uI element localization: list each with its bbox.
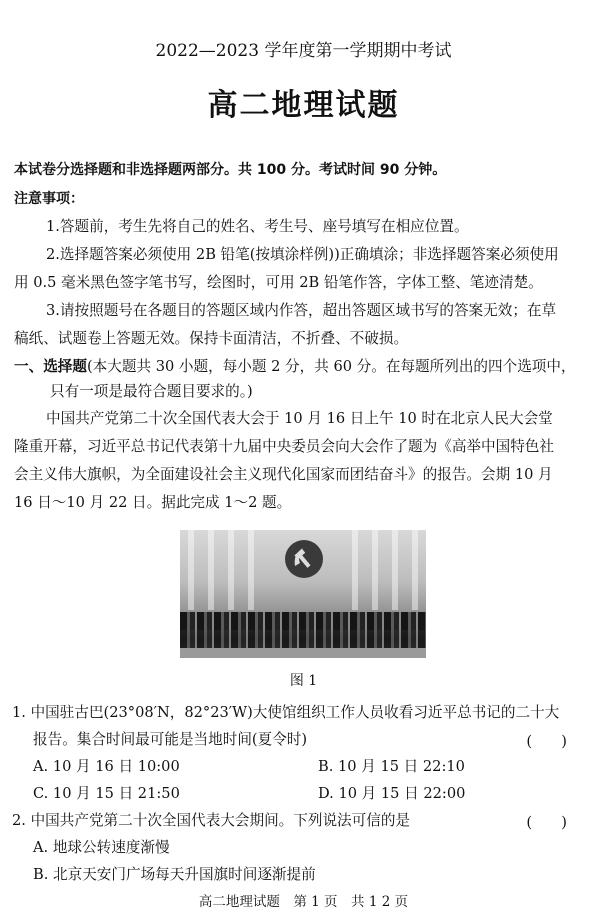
exam-title: 2022—2023 学年度第一学期期中考试 xyxy=(155,41,452,61)
question-1-option-d[interactable]: D. 10 月 15 日 22:00 xyxy=(318,785,466,802)
figure-caption: 图 1 xyxy=(289,673,318,689)
subject-title: 高二地理试题 xyxy=(207,88,400,123)
note-item-3: 3.请按照题号在各题目的答题区域内作答，超出答题区域书写的答案无效；在草 xyxy=(46,302,557,319)
note-item-2: 2.选择题答案必须使用 2B 铅笔(按填涂样例))正确填涂；非选择题答案必须使用 xyxy=(46,246,559,263)
intro-text: 本试卷分选择题和非选择题两部分。共 100 分。考试时间 90 分钟。 xyxy=(14,162,447,178)
question-1-option-b[interactable]: B. 10 月 15 日 22:10 xyxy=(318,758,465,775)
section1-heading xyxy=(14,357,593,377)
question-1-option-a[interactable]: A. 10 月 16 日 10:00 xyxy=(33,758,180,775)
question-1-option-c[interactable]: C. 10 月 15 日 21:50 xyxy=(33,785,180,802)
question-2-option-b[interactable]: B. 北京天安门广场每天升国旗时间逐渐提前 xyxy=(33,866,316,883)
passage-line-2: 隆重开幕，习近平总书记代表第十九届中央委员会向大会作了题为《高举中国特色社 xyxy=(14,438,554,455)
question-1-stem: 1. 中国驻古巴(23°08′N，82°23′W)大使馆组织工作人员收看习近平总书记的二十大 xyxy=(12,704,560,721)
passage-line-4: 16 日～10 月 22 日。据此完成 1～2 题。 xyxy=(14,494,292,511)
question-2-option-a[interactable]: A. 地球公转速度渐慢 xyxy=(33,839,170,856)
section1-title: 一、选择题 xyxy=(14,358,87,375)
note-item-1: 1.答题前，考生先将自己的姓名、考生号、座号填写在相应位置。 xyxy=(46,218,469,235)
passage-line-3: 会主义伟大旗帜，为全面建设社会主义现代化国家而团结奋斗》的报告。会期 10 月 xyxy=(14,466,553,483)
note-item-3-cont: 稿纸、试题卷上答题无效。保持卡面清洁，不折叠、不破损。 xyxy=(14,330,409,347)
page-footer: 高二地理试题 第 1 页 共 1 2 页 xyxy=(198,894,409,910)
question-1-stem-cont: 报告。集合时间最可能是当地时间(夏令时) xyxy=(33,731,308,748)
congress-photo xyxy=(180,530,426,658)
question-2-bracket: ( ) xyxy=(526,814,567,831)
passage-line-1: 中国共产党第二十次全国代表大会于 10 月 16 日上午 10 时在北京人民大会堂 xyxy=(46,410,553,427)
section1-desc: (本大题共 30 小题，每小题 2 分，共 60 分。在每题所列出的四个选项中， xyxy=(86,358,576,375)
notes-heading: 注意事项： xyxy=(14,191,84,207)
question-2-stem: 2. 中国共产党第二十次全国代表大会期间。下列说法可信的是 xyxy=(12,812,411,829)
note-item-2-cont: 用 0.5 毫米黑色签字笔书写，绘图时，可用 2B 铅笔作答，字体工整、笔迹清楚。 xyxy=(14,274,543,291)
party-emblem-icon xyxy=(283,538,325,580)
section1-desc-cont: 只有一项是最符合题目要求的。) xyxy=(50,383,253,400)
question-1-bracket: ( ) xyxy=(526,733,567,750)
